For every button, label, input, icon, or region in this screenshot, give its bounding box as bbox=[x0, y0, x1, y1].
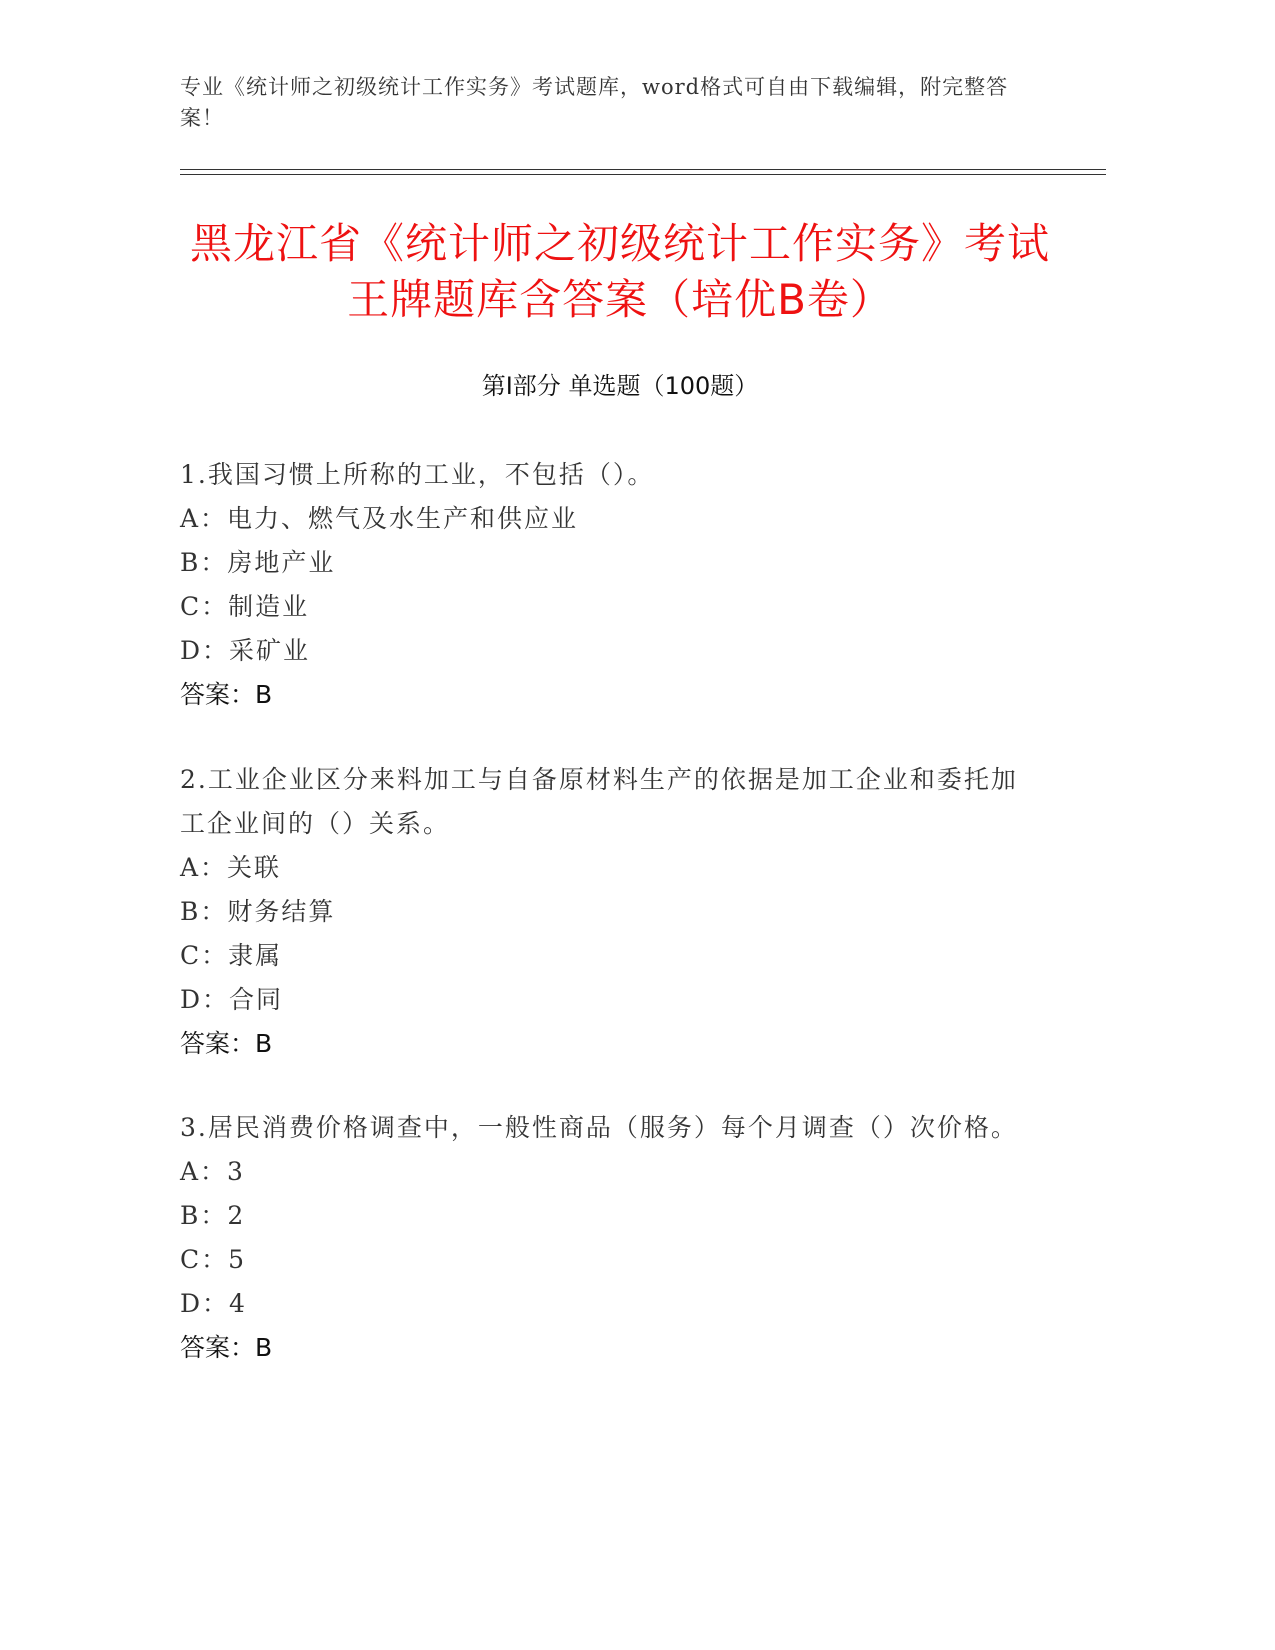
option-b: B：2 bbox=[180, 1201, 246, 1230]
option-a: A：电力、燃气及水生产和供应业 bbox=[180, 504, 579, 533]
question-stem: 2.工业企业区分来料加工与自备原材料生产的依据是加工企业和委托加工企业间的（）关系。 bbox=[180, 765, 1018, 838]
question-stem: 1.我国习惯上所称的工业，不包括（）。 bbox=[180, 460, 655, 489]
option-c: C：隶属 bbox=[180, 941, 283, 970]
question-3 bbox=[180, 1106, 1040, 1370]
question-stem: 3.居民消费价格调查中，一般性商品（服务）每个月调查（）次价格。 bbox=[180, 1113, 1018, 1142]
option-d: D：4 bbox=[180, 1289, 247, 1318]
question-1 bbox=[180, 453, 1040, 717]
section-title: 第I部分 单选题（100题） bbox=[481, 372, 759, 400]
answer: 答案：B bbox=[180, 1029, 273, 1058]
option-a: A：3 bbox=[180, 1157, 245, 1186]
header-divider-bottom bbox=[180, 174, 1106, 175]
option-b: B：财务结算 bbox=[180, 897, 336, 926]
header-note: 专业《统计师之初级统计工作实务》考试题库，word格式可自由下载编辑，附完整答案！ bbox=[180, 75, 1009, 130]
answer: 答案：B bbox=[180, 1333, 273, 1362]
question-2 bbox=[180, 758, 1040, 1066]
document-title: 黑龙江省《统计师之初级统计工作实务》考试王牌题库含答案（培优B卷） bbox=[189, 219, 1050, 324]
header-divider-top bbox=[180, 169, 1106, 170]
option-b: B：房地产业 bbox=[180, 548, 336, 577]
option-c: C：5 bbox=[180, 1245, 247, 1274]
option-c: C：制造业 bbox=[180, 592, 310, 621]
option-d: D：合同 bbox=[180, 985, 284, 1014]
option-a: A：关联 bbox=[180, 853, 282, 882]
answer: 答案：B bbox=[180, 680, 273, 709]
option-d: D：采矿业 bbox=[180, 636, 311, 665]
